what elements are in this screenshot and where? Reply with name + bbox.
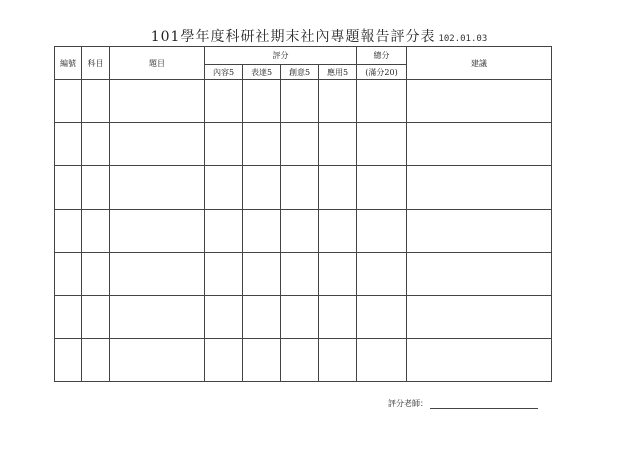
application-score-cell[interactable] [319, 339, 357, 382]
header-expression: 表達5 [243, 65, 281, 80]
expression-score-cell[interactable] [243, 339, 281, 382]
application-score-cell[interactable] [319, 123, 357, 166]
topic-cell[interactable] [110, 123, 205, 166]
content-score-cell[interactable] [205, 295, 243, 338]
table-row [55, 80, 552, 123]
creativity-score-cell[interactable] [281, 80, 319, 123]
topic-cell[interactable] [110, 339, 205, 382]
number-cell[interactable] [55, 339, 82, 382]
application-score-cell[interactable] [319, 209, 357, 252]
suggestions-cell[interactable] [407, 209, 552, 252]
suggestions-cell[interactable] [407, 339, 552, 382]
table-row [55, 295, 552, 338]
total-score-cell[interactable] [357, 209, 407, 252]
table-row [55, 123, 552, 166]
header-total-max: (滿分20) [357, 65, 407, 80]
suggestions-cell[interactable] [407, 252, 552, 295]
application-score-cell[interactable] [319, 166, 357, 209]
topic-cell[interactable] [110, 166, 205, 209]
header-application: 應用5 [319, 65, 357, 80]
application-score-cell[interactable] [319, 295, 357, 338]
number-cell[interactable] [55, 80, 82, 123]
form-title [0, 26, 638, 46]
expression-score-cell[interactable] [243, 295, 281, 338]
form-title-text: 101學年度科研社期末社內專題報告評分表 [150, 29, 436, 45]
content-score-cell[interactable] [205, 339, 243, 382]
expression-score-cell[interactable] [243, 166, 281, 209]
topic-cell[interactable] [110, 252, 205, 295]
header-total: 總分 [357, 47, 407, 65]
teacher-signature [388, 398, 538, 409]
number-cell[interactable] [55, 209, 82, 252]
content-score-cell[interactable] [205, 80, 243, 123]
expression-score-cell[interactable] [243, 252, 281, 295]
table-row [55, 339, 552, 382]
header-suggestions: 建議 [407, 47, 552, 80]
table-row [55, 252, 552, 295]
content-score-cell[interactable] [205, 166, 243, 209]
creativity-score-cell[interactable] [281, 339, 319, 382]
creativity-score-cell[interactable] [281, 295, 319, 338]
score-table-body [55, 80, 552, 382]
number-cell[interactable] [55, 295, 82, 338]
header-number: 編號 [55, 47, 82, 80]
signature-line[interactable] [430, 400, 538, 409]
subject-cell[interactable] [82, 295, 110, 338]
suggestions-cell[interactable] [407, 295, 552, 338]
expression-score-cell[interactable] [243, 80, 281, 123]
creativity-score-cell[interactable] [281, 166, 319, 209]
form-date: 102.01.03 [438, 34, 488, 44]
subject-cell[interactable] [82, 339, 110, 382]
number-cell[interactable] [55, 252, 82, 295]
creativity-score-cell[interactable] [281, 209, 319, 252]
score-table [54, 46, 552, 382]
creativity-score-cell[interactable] [281, 123, 319, 166]
subject-cell[interactable] [82, 123, 110, 166]
suggestions-cell[interactable] [407, 123, 552, 166]
number-cell[interactable] [55, 166, 82, 209]
total-score-cell[interactable] [357, 166, 407, 209]
subject-cell[interactable] [82, 80, 110, 123]
creativity-score-cell[interactable] [281, 252, 319, 295]
topic-cell[interactable] [110, 209, 205, 252]
teacher-label: 評分老師： [388, 399, 428, 408]
header-subject: 科目 [82, 47, 110, 80]
table-row [55, 166, 552, 209]
content-score-cell[interactable] [205, 252, 243, 295]
expression-score-cell[interactable] [243, 123, 281, 166]
header-scoring: 評分 [205, 47, 357, 65]
expression-score-cell[interactable] [243, 209, 281, 252]
content-score-cell[interactable] [205, 123, 243, 166]
application-score-cell[interactable] [319, 252, 357, 295]
subject-cell[interactable] [82, 209, 110, 252]
total-score-cell[interactable] [357, 123, 407, 166]
suggestions-cell[interactable] [407, 166, 552, 209]
application-score-cell[interactable] [319, 80, 357, 123]
topic-cell[interactable] [110, 80, 205, 123]
topic-cell[interactable] [110, 295, 205, 338]
total-score-cell[interactable] [357, 295, 407, 338]
subject-cell[interactable] [82, 252, 110, 295]
header-creativity: 創意5 [281, 65, 319, 80]
table-row [55, 209, 552, 252]
subject-cell[interactable] [82, 166, 110, 209]
content-score-cell[interactable] [205, 209, 243, 252]
number-cell[interactable] [55, 123, 82, 166]
header-content: 內容5 [205, 65, 243, 80]
total-score-cell[interactable] [357, 339, 407, 382]
suggestions-cell[interactable] [407, 80, 552, 123]
total-score-cell[interactable] [357, 252, 407, 295]
total-score-cell[interactable] [357, 80, 407, 123]
header-topic: 題目 [110, 47, 205, 80]
